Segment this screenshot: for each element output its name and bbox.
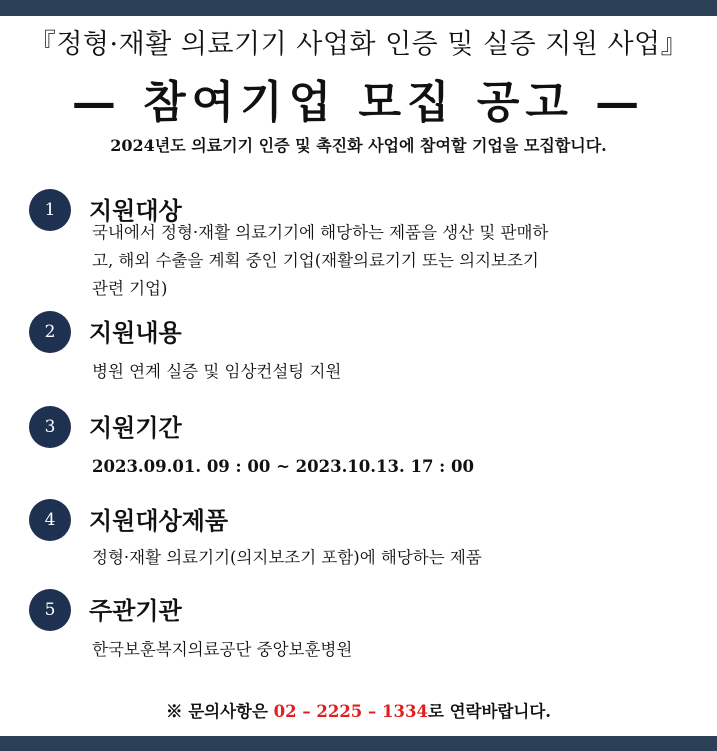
top-banner-bar bbox=[0, 0, 717, 16]
notice-intro: 2024년도 의료기기 인증 및 촉진화 사업에 참여할 기업을 모집합니다. bbox=[110, 136, 607, 155]
section-body-line: 병원 연계 실증 및 임상컨설팅 지원 bbox=[92, 362, 342, 381]
section-number-badge: 1 bbox=[29, 189, 71, 231]
section-body-line: 2023.09.01. 09 : 00 ~ 2023.10.13. 17 : 00 bbox=[92, 457, 474, 476]
notice-title: 『정형·재활 의료기기 사업화 인증 및 실증 지원 사업』 bbox=[28, 29, 689, 60]
section-body bbox=[92, 635, 692, 665]
section-heading: 지원기간 bbox=[89, 413, 182, 442]
contact-prefix: ※ 문의사항은 bbox=[165, 702, 274, 721]
section-body-line: 국내에서 정형·재활 의료기기에 해당하는 제품을 생산 및 판매하 bbox=[92, 223, 549, 242]
section-heading: 주관기관 bbox=[89, 596, 182, 625]
section-body-line: 고, 해외 수출을 계획 중인 기업(재활의료기기 또는 의지보조기 bbox=[92, 251, 539, 270]
section-heading: 지원내용 bbox=[89, 318, 182, 347]
section-body-line: 정형·재활 의료기기(의지보조기 포함)에 해당하는 제품 bbox=[92, 548, 482, 567]
contact-phone-number: 02 – 2225 – 1334 bbox=[273, 702, 428, 721]
notice-subtitle: — 참여기업 모집 공고 — bbox=[71, 77, 646, 128]
section-body bbox=[92, 357, 692, 387]
bottom-banner-bar bbox=[0, 736, 717, 751]
section-number-badge: 2 bbox=[29, 311, 71, 353]
section-body-line: 한국보훈복지의료공단 중앙보훈병원 bbox=[92, 640, 353, 659]
section-number-badge: 3 bbox=[29, 406, 71, 448]
section-number-badge: 4 bbox=[29, 499, 71, 541]
section-heading: 지원대상 bbox=[89, 196, 182, 225]
contact-suffix: 로 연락바랍니다. bbox=[427, 702, 552, 721]
section-body bbox=[92, 452, 692, 482]
section-body bbox=[92, 219, 692, 303]
section-number-badge: 5 bbox=[29, 589, 71, 631]
section-body bbox=[92, 543, 692, 573]
section-body-line: 관련 기업) bbox=[92, 279, 168, 298]
section-heading: 지원대상제품 bbox=[89, 506, 229, 535]
contact-notice bbox=[0, 698, 717, 722]
